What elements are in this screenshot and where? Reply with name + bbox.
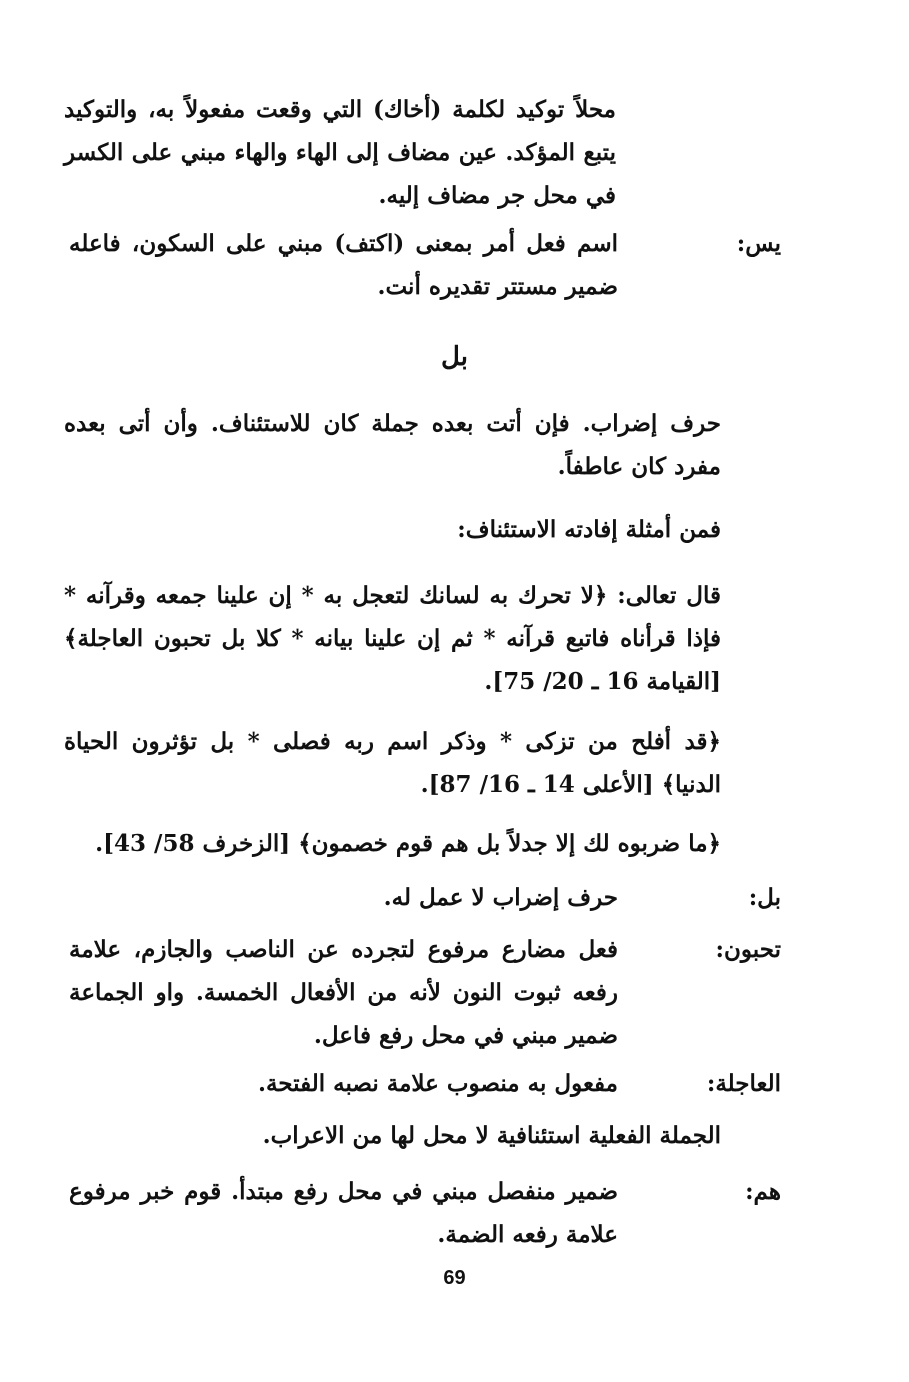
intro-continuation-paragraph: محلاً توكيد لكلمة (أخاك) التي وقعت مفعولاً به، والتوكيد يتبع المؤكد. عين مضاف إلى الهاء والهاء مبني على الكسر في محل جر مضاف إليه. (64, 96, 616, 209)
quran-example-1: قال تعالى: ﴿لا تحرك به لسانك لتعجل به * إن علينا جمعه وقرآنه * فإذا قرأناه فاتبع قرآنه * ثم إن علينا بيانه * كلا بل تحبون العاجلة﴾ [القيامة 16 ـ 20/ 75]. (64, 582, 721, 695)
sentence-note: الجملة الفعلية استئنافية لا محل لها من الاعراب. (262, 1122, 721, 1149)
entry-term: تحبون: (715, 936, 781, 963)
entry-definition: اسم فعل أمر بمعنى (اكتف) مبني على السكون، فاعله ضمير مستتر تقديره أنت. (69, 230, 618, 300)
entry-tuhibbun (69, 928, 781, 1057)
section-heading: بل (441, 342, 468, 372)
quran-example-2: ﴿قد أفلح من تزكى * وذكر اسم ربه فصلى * بل تؤثرون الحياة الدنيا﴾ [الأعلى 14 ـ 16/ 87]. (64, 728, 721, 798)
entry-definition: حرف إضراب لا عمل له. (383, 884, 618, 911)
entry-definition: مفعول به منصوب علامة نصبه الفتحة. (257, 1070, 618, 1097)
entry-yas (69, 222, 781, 308)
entry-definition: ضمير منفصل مبني في محل رفع مبتدأ. قوم خبر مرفوع علامة رفعه الضمة. (69, 1178, 618, 1248)
entry-definition: فعل مضارع مرفوع لتجرده عن الناصب والجازم، علامة رفعه ثبوت النون لأنه من الأفعال الخمسة. واو الجماعة ضمير مبني في محل رفع فاعل. (69, 936, 618, 1049)
entry-term: هم: (745, 1178, 781, 1205)
quran-example-3: ﴿ما ضربوه لك إلا جدلاً بل هم قوم خصمون﴾ [الزخرف 58/ 43]. (95, 830, 721, 857)
entry-bal (69, 876, 781, 919)
entry-term: يس: (736, 230, 781, 257)
section-intro-paragraph: حرف إضراب. فإن أتت بعده جملة كان للاستئناف. وأن أتى بعده مفرد كان عاطفاً. (64, 410, 721, 480)
examples-heading: فمن أمثلة إفادته الاستئناف: (457, 516, 721, 543)
entry-ajila (69, 1062, 781, 1105)
entry-term: بل: (748, 884, 781, 911)
page-number: 69 (443, 1267, 466, 1289)
entry-hum (69, 1170, 781, 1256)
entry-term: العاجلة: (706, 1070, 781, 1097)
